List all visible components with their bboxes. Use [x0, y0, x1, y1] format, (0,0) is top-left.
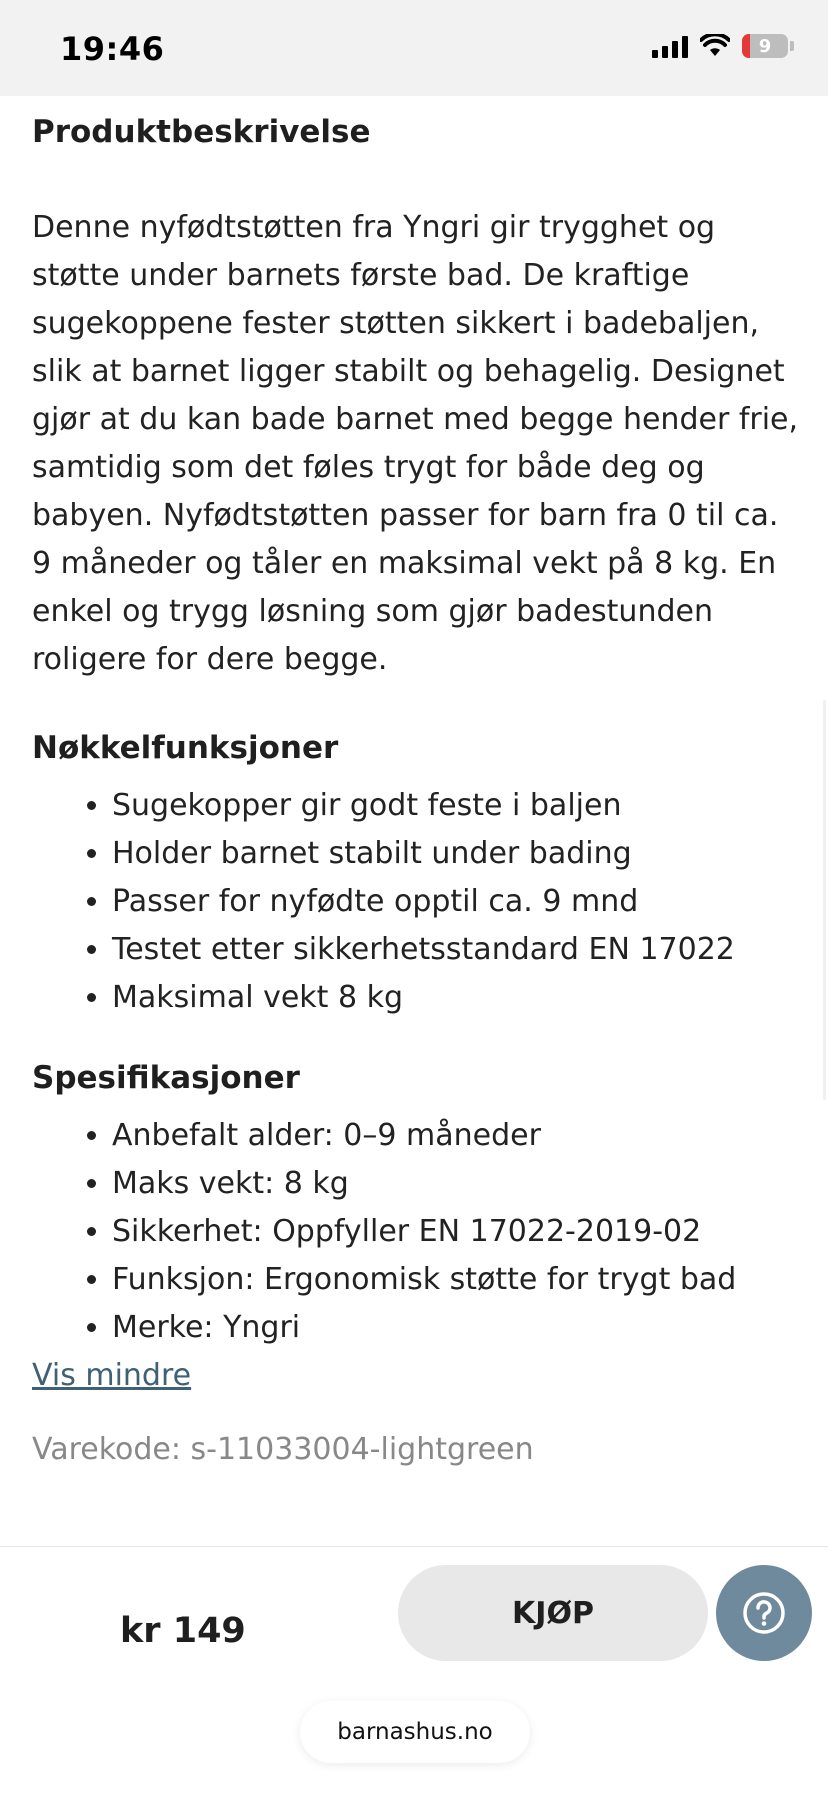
help-button[interactable] [716, 1565, 812, 1661]
list-item: • Passer for nyfødte opptil ca. 9 mnd [112, 878, 802, 926]
product-details [32, 96, 802, 1474]
description-title: Produktbeskrivelse [32, 114, 371, 150]
list-item: • Maksimal vekt 8 kg [112, 974, 802, 1022]
signal-icon [652, 34, 688, 58]
list-item: • Testet etter sikkerhetsstandard EN 17022 [112, 926, 802, 974]
specs-list [32, 1112, 802, 1352]
list-item: • Sugekopper gir godt feste i baljen [112, 782, 802, 830]
battery-level: 9 [758, 35, 772, 57]
buy-button[interactable]: KJØP [398, 1565, 708, 1661]
sku-text: Varekode: s-11033004-lightgreen [32, 1432, 534, 1467]
question-circle-icon [742, 1591, 786, 1635]
list-item: • Merke: Yngri [112, 1304, 802, 1352]
status-icons [652, 34, 794, 58]
list-item: • Holder barnet stabilt under bading [112, 830, 802, 878]
list-item: • Anbefalt alder: 0–9 måneder [112, 1112, 802, 1160]
list-item: • Maks vekt: 8 kg [112, 1160, 802, 1208]
list-item: • Sikkerhet: Oppfyller EN 17022-2019-02 [112, 1208, 802, 1256]
show-less-link[interactable]: Vis mindre [32, 1358, 192, 1393]
url-bar[interactable]: barnashus.no [300, 1701, 530, 1763]
battery-icon [742, 34, 788, 58]
price: kr 149 [120, 1611, 246, 1651]
bottom-bar [0, 1546, 828, 1793]
list-item: • Funksjon: Ergonomisk støtte for trygt bad [112, 1256, 802, 1304]
features-title: Nøkkelfunksjoner [32, 730, 339, 766]
features-list [32, 782, 802, 1022]
status-bar [0, 0, 828, 96]
status-time: 19:46 [60, 30, 165, 68]
scroll-indicator [823, 700, 826, 1100]
description-text: Denne nyfødtstøtten fra Yngri gir trygghet og støtte under barnets første bad. De kraftige sugekoppene fester støtten sikkert i badebaljen, slik at barnet ligger stabilt og behagelig. Designet gjør at du kan bade barnet med begge hender frie, samtidig som det føles trygt for både deg og babyen. Nyfødtstøtten passer for barn fra 0 til ca. 9 måneder og tåler en maksimal vekt på 8 kg. En enkel og trygg løsning som gjør badestunden roligere for dere begge. [32, 210, 799, 677]
wifi-icon [700, 34, 730, 58]
specs-title: Spesifikasjoner [32, 1060, 300, 1096]
